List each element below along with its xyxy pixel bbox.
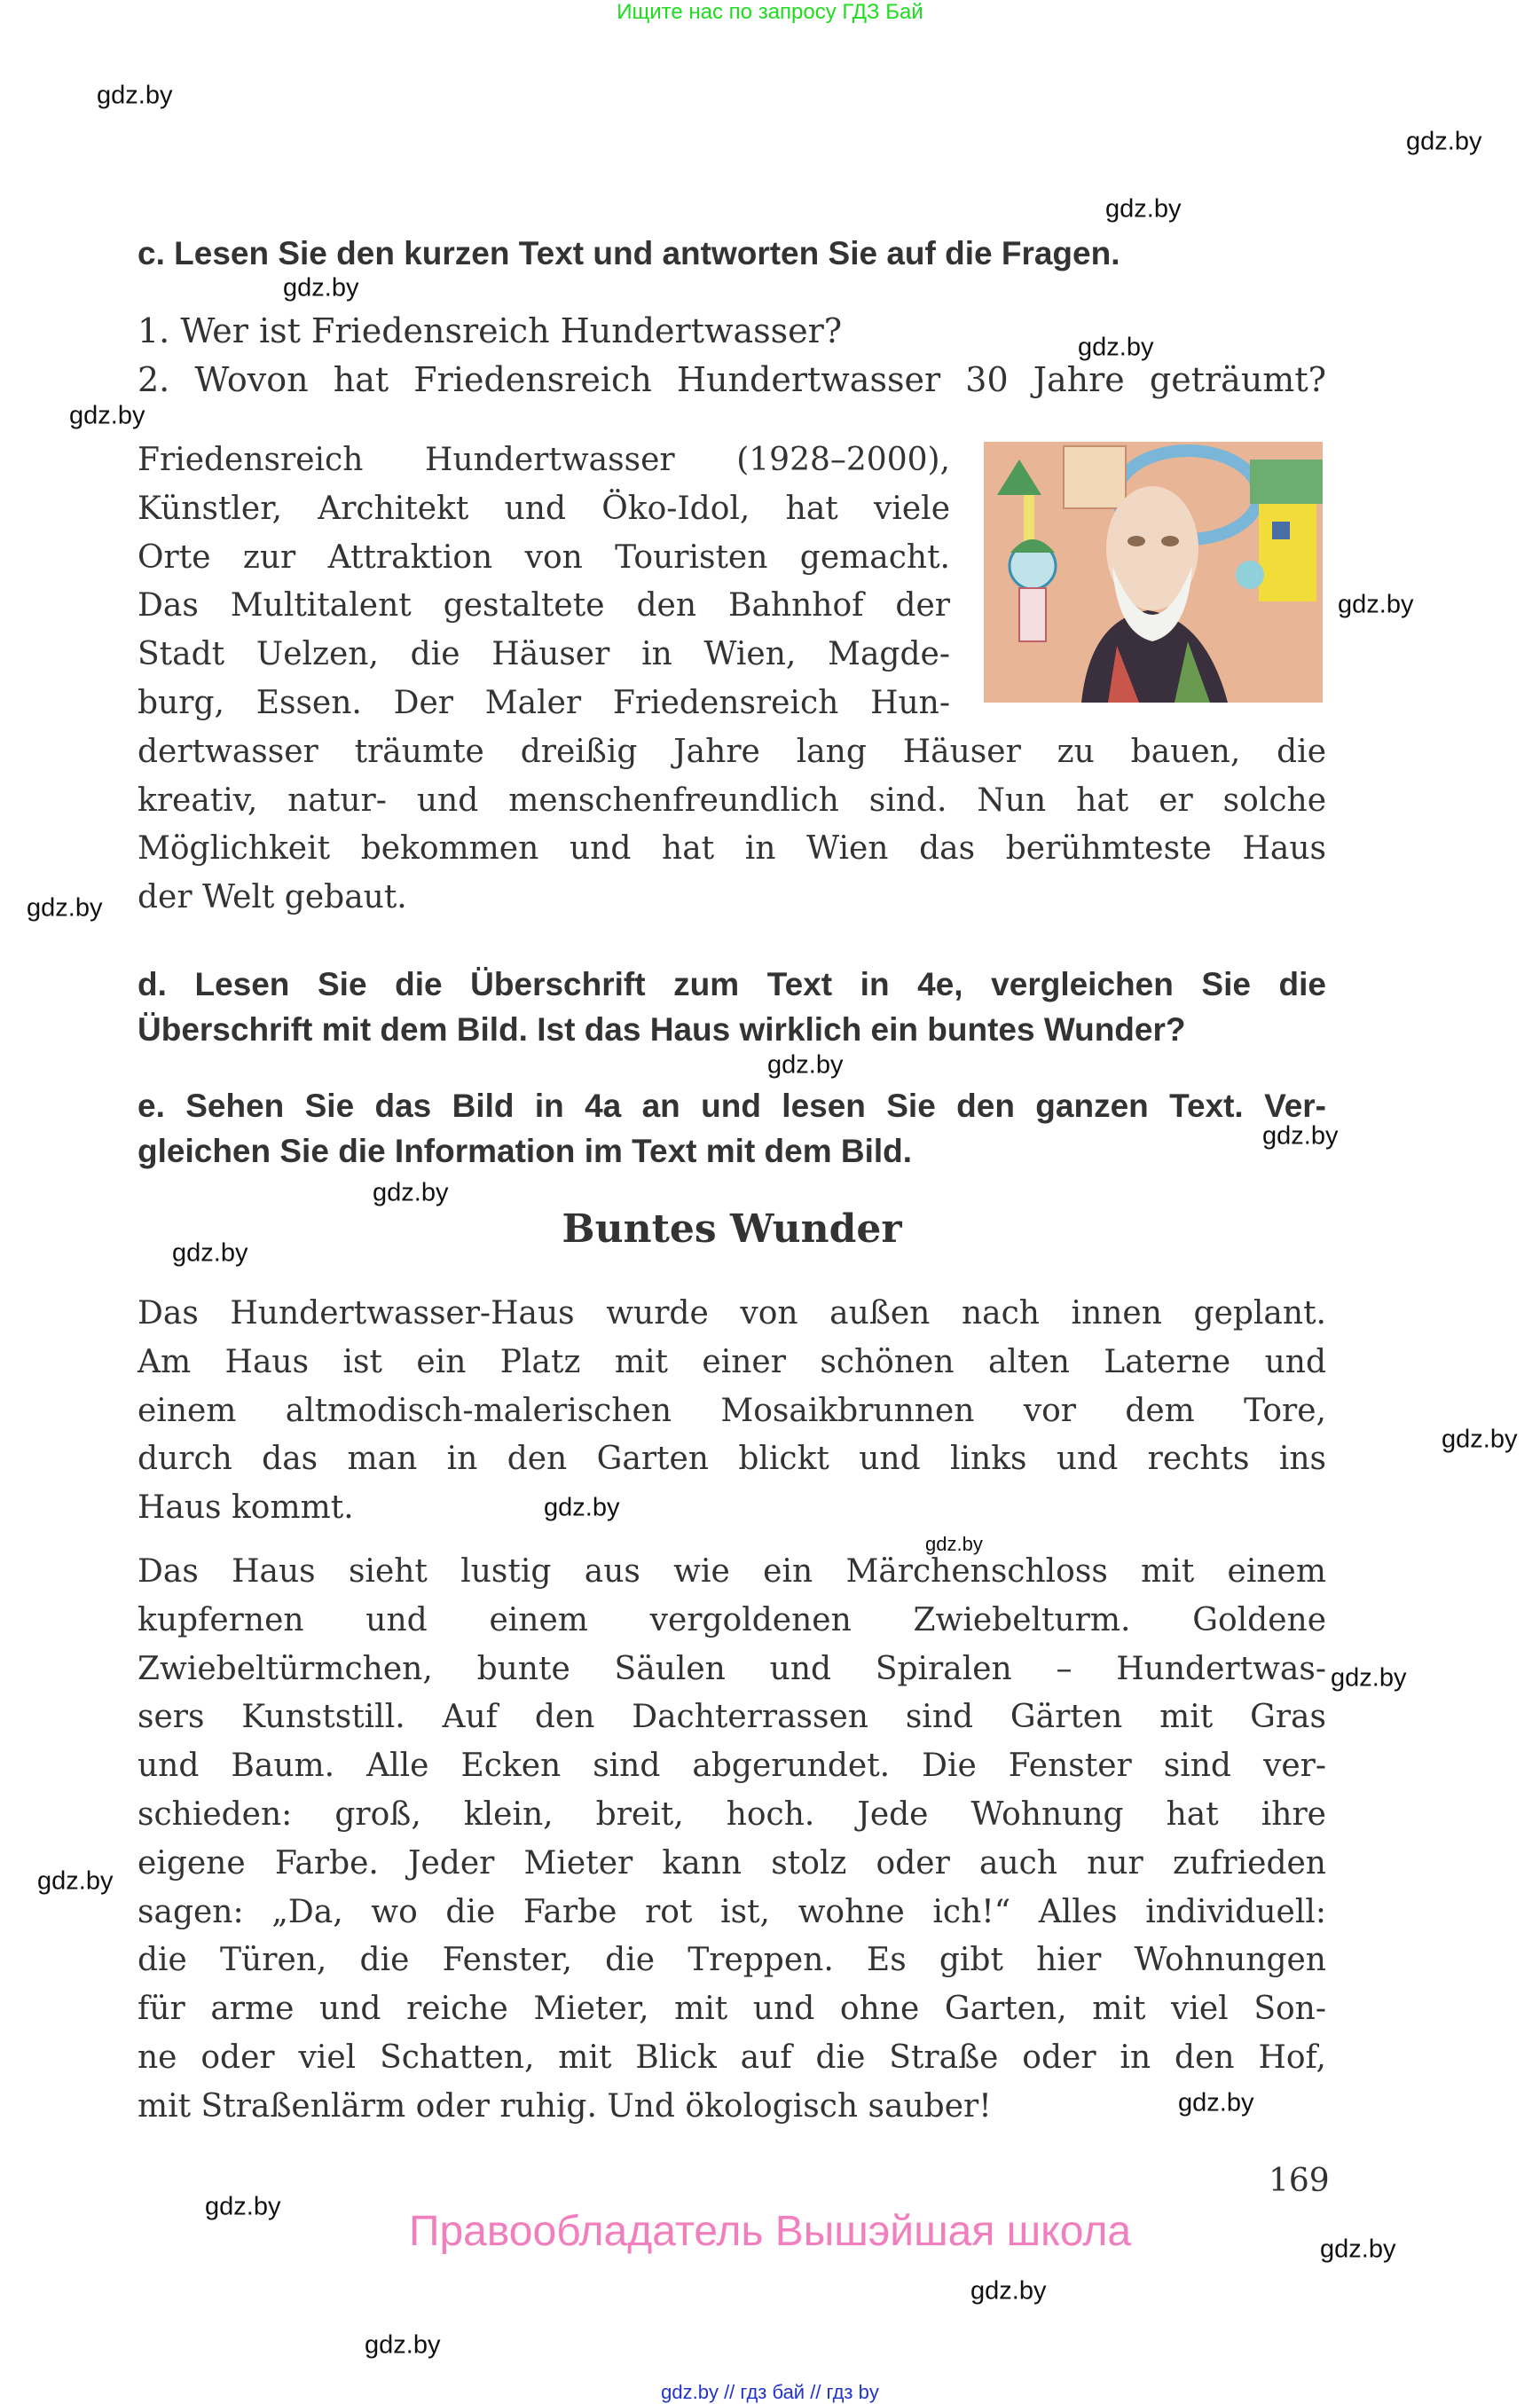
body-paragraph	[138, 1290, 1326, 1533]
text-line: sers Kunststill. Auf den Dachterrassen sind Gärten mit Gras	[138, 1699, 1326, 1736]
watermark: gdz.by	[283, 273, 359, 302]
text-line: Überschrift mit dem Bild. Ist das Haus wirklich ein buntes Wunder?	[138, 1011, 1186, 1048]
question-item: 2. Wovon hat Friedensreich Hundertwasser 30 Jahre geträumt?	[138, 360, 1326, 399]
watermark: gdz.by	[1406, 127, 1482, 156]
text-line: eigene Farbe. Jeder Mieter kann stolz oder auch nur zufrieden	[138, 1844, 1326, 1882]
text-line: durch das man in den Garten blickt und links und rechts ins	[138, 1441, 1326, 1478]
text-line: Zwiebeltürmchen, bunte Säulen und Spiralen – Hundertwas-	[138, 1650, 1326, 1687]
watermark: gdz.by	[925, 1533, 983, 1555]
watermark: gdz.by	[205, 2192, 281, 2221]
text-line: schieden: groß, klein, breit, hoch. Jede Wohnung hat ihre	[138, 1795, 1326, 1833]
watermark: gdz.by	[37, 1866, 114, 1896]
task-d-heading	[138, 962, 1326, 1052]
page-number: 169	[1269, 2163, 1330, 2199]
watermark: gdz.by	[1320, 2235, 1396, 2264]
text-line: Künstler, Architekt und Öko-Idol, hat viele	[138, 490, 950, 527]
body-paragraph	[138, 1548, 1326, 2132]
text-line: Haus kommt.	[138, 1489, 354, 1527]
watermark: gdz.by	[1078, 333, 1154, 362]
watermark: gdz.by	[544, 1493, 620, 1522]
text-line: d. Lesen Sie die Überschrift zum Text in 4e, vergleichen Sie die	[138, 966, 1326, 1002]
watermark: gdz.by	[1105, 194, 1182, 224]
watermark: gdz.by	[365, 2330, 441, 2360]
watermark: gdz.by	[1178, 2088, 1254, 2117]
task-e-heading	[138, 1083, 1326, 1174]
text-line: die Türen, die Fenster, die Treppen. Es gibt hier Wohnungen	[138, 1942, 1326, 1979]
text-line: dertwasser träumte dreißig Jahre lang Häuser zu bauen, die	[138, 733, 1326, 770]
watermark: gdz.by	[97, 81, 173, 110]
footer-links[interactable]: gdz.by // гдз бай // гдз by	[661, 2381, 879, 2403]
text-line: mit Straßenlärm oder ruhig. Und ökologisch sauber!	[138, 2087, 992, 2125]
watermark: gdz.by	[767, 1050, 844, 1080]
text-line: Das Hundertwasser-Haus wurde von außen nach innen geplant.	[138, 1295, 1326, 1332]
text-line: ne oder viel Schatten, mit Blick auf die Straße oder in den Hof,	[138, 2039, 1326, 2076]
text-line: sagen: „Da, wo die Farbe rot ist, wohne ich!“ Alles individuell:	[138, 1893, 1326, 1930]
text-line: für arme und reiche Mieter, mit und ohne Garten, mit viel Son-	[138, 1991, 1326, 2028]
search-banner-link[interactable]: Ищите нас по запросу ГДЗ Бай	[617, 0, 923, 24]
watermark: gdz.by	[1331, 1663, 1407, 1693]
question-list	[138, 307, 1326, 405]
portrait-photo-icon	[984, 442, 1323, 703]
text-line: e. Sehen Sie das Bild in 4a an und lesen Sie den ganzen Text. Ver-	[138, 1088, 1326, 1124]
watermark: gdz.by	[970, 2276, 1047, 2306]
text-line: Am Haus ist ein Platz mit einer schönen alten Laterne und	[138, 1343, 1326, 1380]
text-line: Das Multitalent gestaltete den Bahnhof der	[138, 587, 950, 625]
text-line: der Welt gebaut.	[138, 879, 407, 916]
watermark: gdz.by	[1442, 1425, 1518, 1454]
watermark: gdz.by	[27, 893, 103, 923]
text-line: Friedensreich Hundertwasser (1928–2000),	[138, 442, 950, 478]
text-line: kupfernen und einem vergoldenen Zwiebelturm. Goldene	[138, 1601, 1326, 1638]
text-line: gleichen Sie die Information im Text mit dem Bild.	[138, 1133, 913, 1169]
task-c-heading	[138, 231, 1326, 276]
text-line: burg, Essen. Der Maler Friedensreich Hun-	[138, 684, 950, 721]
text-title: Buntes Wunder	[562, 1206, 902, 1252]
text-line: Das Haus sieht lustig aus wie ein Märchenschloss mit einem	[138, 1553, 1326, 1590]
question-item: 1. Wer ist Friedensreich Hundertwasser?	[138, 311, 843, 350]
text-line: c. Lesen Sie den kurzen Text und antworten Sie auf die Fragen.	[138, 235, 1120, 271]
text-line: und Baum. Alle Ecken sind abgerundet. Die Fenster sind ver-	[138, 1748, 1326, 1785]
watermark: gdz.by	[69, 401, 145, 430]
text-line: kreativ, natur- und menschenfreundlich sind. Nun hat er solche	[138, 782, 1326, 819]
watermark: gdz.by	[1262, 1121, 1339, 1151]
text-line: Möglichkeit bekommen und hat in Wien das berühmteste Haus	[138, 830, 1326, 868]
watermark: gdz.by	[172, 1238, 248, 1268]
text-line: Orte zur Attraktion von Touristen gemacht.	[138, 538, 950, 576]
text-line: Stadt Uelzen, die Häuser in Wien, Magde-	[138, 636, 950, 673]
watermark: gdz.by	[373, 1178, 449, 1207]
copyright-notice: Правообладатель Вышэйшая школа	[408, 2208, 1132, 2255]
watermark: gdz.by	[1338, 590, 1414, 619]
text-line: einem altmodisch-malerischen Mosaikbrunnen vor dem Tore,	[138, 1392, 1326, 1429]
